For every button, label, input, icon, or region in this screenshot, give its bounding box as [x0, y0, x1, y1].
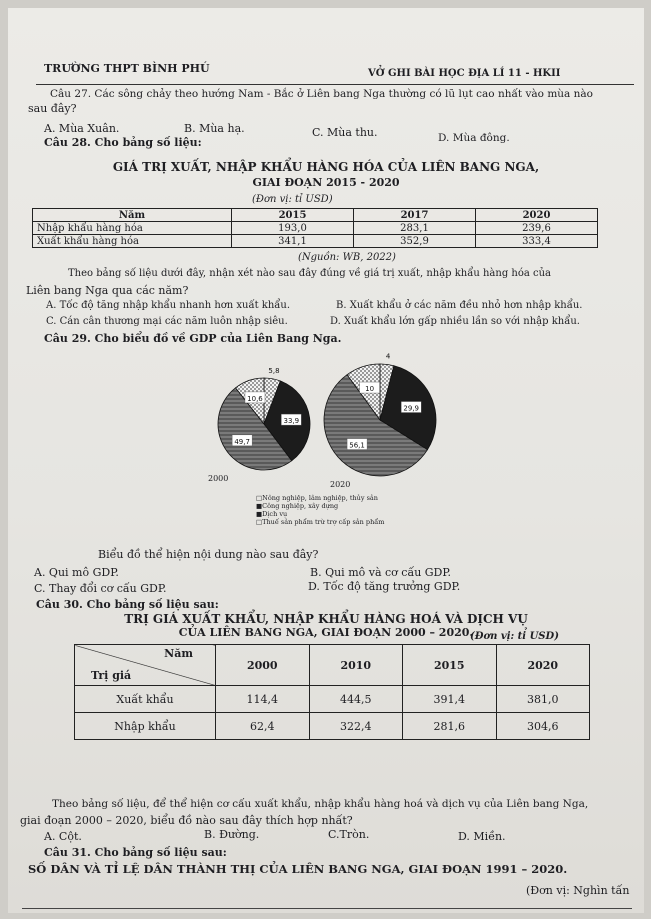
- q27-option-a: A. Mùa Xuân.: [44, 122, 120, 135]
- q29-intro: Câu 29. Cho biểu đồ về GDP của Liên Bang Nga.: [44, 332, 342, 345]
- table-cell: 341,1: [232, 235, 354, 248]
- table-header-cell: Năm: [33, 209, 232, 222]
- q27-text-cont: sau đây?: [28, 102, 77, 115]
- q27-text: Câu 27. Các sông chảy theo hướng Nam - Bắc ở Liên bang Nga thường có lũ lụt cao nhất vào mùa nào: [50, 88, 593, 100]
- header-divider: [36, 84, 634, 85]
- pie-2020-data-label: 10: [365, 385, 375, 394]
- table-cell: 281,6: [403, 713, 497, 740]
- table-header-cell: 2015: [403, 645, 497, 686]
- row-label: Nhập khẩu hàng hóa: [33, 222, 232, 235]
- table-header-cell: 2010: [309, 645, 403, 686]
- pie-year-2020: 2020: [330, 480, 351, 489]
- legend-item: □Nông nghiệp, lâm nghiệp, thủy sản: [256, 494, 378, 502]
- legend-item: □Thuế sản phẩm trừ trợ cấp sản phẩm: [256, 518, 385, 526]
- pie-2000-data-label: 10,6: [247, 394, 263, 403]
- q31-unit: (Đơn vị: Nghìn tấn: [526, 884, 630, 897]
- table-header-row: [75, 645, 590, 686]
- q28-question-cont: Liên bang Nga qua các năm?: [26, 284, 189, 297]
- table-row: [33, 222, 598, 235]
- table-cell: 239,6: [476, 222, 598, 235]
- table-row: [33, 235, 598, 248]
- table-header-cell: 2017: [354, 209, 476, 222]
- table-header-cell: 2020: [476, 209, 598, 222]
- table-cell: 322,4: [309, 713, 403, 740]
- q30-option-c: C.Tròn.: [328, 828, 370, 841]
- corner-year-label: Năm: [164, 647, 193, 660]
- q28-option-d: D. Xuất khẩu lớn gấp nhiều lần so với nhập khẩu.: [330, 316, 580, 327]
- q29-option-a: A. Qui mô GDP.: [34, 566, 119, 579]
- table-cell: 352,9: [354, 235, 476, 248]
- corner-value-label: Trị giá: [91, 669, 132, 682]
- notebook-title: VỞ GHI BÀI HỌC ĐỊA LÍ 11 - HKII: [368, 68, 561, 79]
- q30-table-title: TRỊ GIÁ XUẤT KHẨU, NHẬP KHẨU HÀNG HOÁ VÀ DỊCH VỤ: [124, 612, 528, 626]
- q29-option-c: C. Thay đổi cơ cấu GDP.: [34, 582, 167, 595]
- row-label: Xuất khẩu hàng hóa: [33, 235, 232, 248]
- pie-2000-data-label: 5,8: [268, 366, 280, 375]
- legend-item: ■Dịch vụ: [256, 510, 288, 518]
- q28-unit: (Đơn vị: tỉ USD): [252, 194, 333, 205]
- table-header-cell: 2000: [216, 645, 310, 686]
- pie-2000-data-label: 33,9: [283, 417, 300, 426]
- q28-option-a: A. Tốc độ tăng nhập khẩu nhanh hơn xuất khẩu.: [46, 300, 291, 311]
- pie-2020-data-label: 29,9: [403, 404, 419, 413]
- q30-option-a: A. Cột.: [44, 830, 82, 843]
- q31-table-title: SỐ DÂN VÀ TỈ LỆ DÂN THÀNH THỊ CỦA LIÊN BANG NGA, GIAI ĐOẠN 1991 – 2020.: [28, 862, 568, 876]
- table-cell: 114,4: [216, 686, 310, 713]
- q30-option-b: B. Đường.: [204, 828, 260, 841]
- table-corner-cell: [75, 645, 216, 686]
- row-label: Xuất khẩu: [75, 686, 216, 713]
- table-cell: 283,1: [354, 222, 476, 235]
- q28-option-b: B. Xuất khẩu ở các năm đều nhỏ hơn nhập khẩu.: [336, 300, 583, 311]
- q30-option-d: D. Miền.: [458, 830, 506, 843]
- table-cell: 193,0: [232, 222, 354, 235]
- table-header-cell: 2015: [232, 209, 354, 222]
- q27-option-c: C. Mùa thu.: [312, 126, 378, 139]
- q30-unit: (Đơn vị: tỉ USD): [470, 631, 559, 642]
- school-name: TRƯỜNG THPT BÌNH PHÚ: [44, 62, 210, 75]
- q27-option-b: B. Mùa hạ.: [184, 122, 245, 135]
- document-page: [8, 8, 644, 913]
- legend-item: ■Công nghiệp, xây dựng: [256, 502, 339, 510]
- q30-data-table: [74, 644, 590, 740]
- gdp-pie-chart: [198, 352, 458, 500]
- table-cell: 304,6: [496, 713, 590, 740]
- q28-option-c: C. Cán cân thương mại các năm luôn nhập siêu.: [46, 316, 288, 327]
- chart-legend: [256, 494, 384, 526]
- table-cell: 62,4: [216, 713, 310, 740]
- q28-table-title: GIÁ TRỊ XUẤT, NHẬP KHẨU HÀNG HÓA CỦA LIÊN BANG NGA,: [112, 160, 540, 174]
- bottom-divider: [22, 908, 632, 909]
- table-header-row: [33, 209, 598, 222]
- q29-option-b: B. Qui mô và cơ cấu GDP.: [310, 566, 452, 579]
- q28-intro: Câu 28. Cho bảng số liệu:: [44, 136, 202, 149]
- q31-intro: Câu 31. Cho bảng số liệu sau:: [44, 846, 227, 859]
- row-label: Nhập khẩu: [75, 713, 216, 740]
- table-row: [75, 686, 590, 713]
- q27-option-d: D. Mùa đông.: [438, 132, 510, 144]
- pie-2020-data-label: 56,1: [349, 441, 365, 450]
- q28-question: Theo bảng số liệu dưới đây, nhận xét nào sau đây đúng về giá trị xuất, nhập khẩu hàng hóa của: [68, 268, 552, 279]
- table-cell: 381,0: [496, 686, 590, 713]
- q28-data-table: [32, 208, 598, 248]
- q30-intro: Câu 30. Cho bảng số liệu sau:: [36, 598, 219, 611]
- table-cell: 333,4: [476, 235, 598, 248]
- table-header-cell: 2020: [496, 645, 590, 686]
- q30-table-title-2: CỦA LIÊN BANG NGA, GIAI ĐOẠN 2000 – 2020.: [178, 626, 474, 639]
- table-cell: 444,5: [309, 686, 403, 713]
- table-row: [75, 713, 590, 740]
- q30-question-cont: giai đoạn 2000 – 2020, biểu đồ nào sau đây thích hợp nhất?: [20, 814, 353, 827]
- q30-question: Theo bảng số liệu, để thể hiện cơ cấu xuất khẩu, nhập khẩu hàng hoá và dịch vụ của Liên bang Nga,: [52, 798, 589, 810]
- pie-year-2000: 2000: [208, 474, 229, 483]
- table-cell: 391,4: [403, 686, 497, 713]
- q29-question: Biểu đồ thể hiện nội dung nào sau đây?: [98, 548, 319, 561]
- q29-option-d: D. Tốc độ tăng trưởng GDP.: [308, 580, 461, 593]
- pie-2020-data-label: 4: [385, 352, 391, 361]
- q28-table-title-2: GIAI ĐOẠN 2015 - 2020: [252, 176, 400, 189]
- q28-source: (Nguồn: WB, 2022): [298, 252, 396, 263]
- pie-2000-data-label: 49,7: [234, 437, 250, 446]
